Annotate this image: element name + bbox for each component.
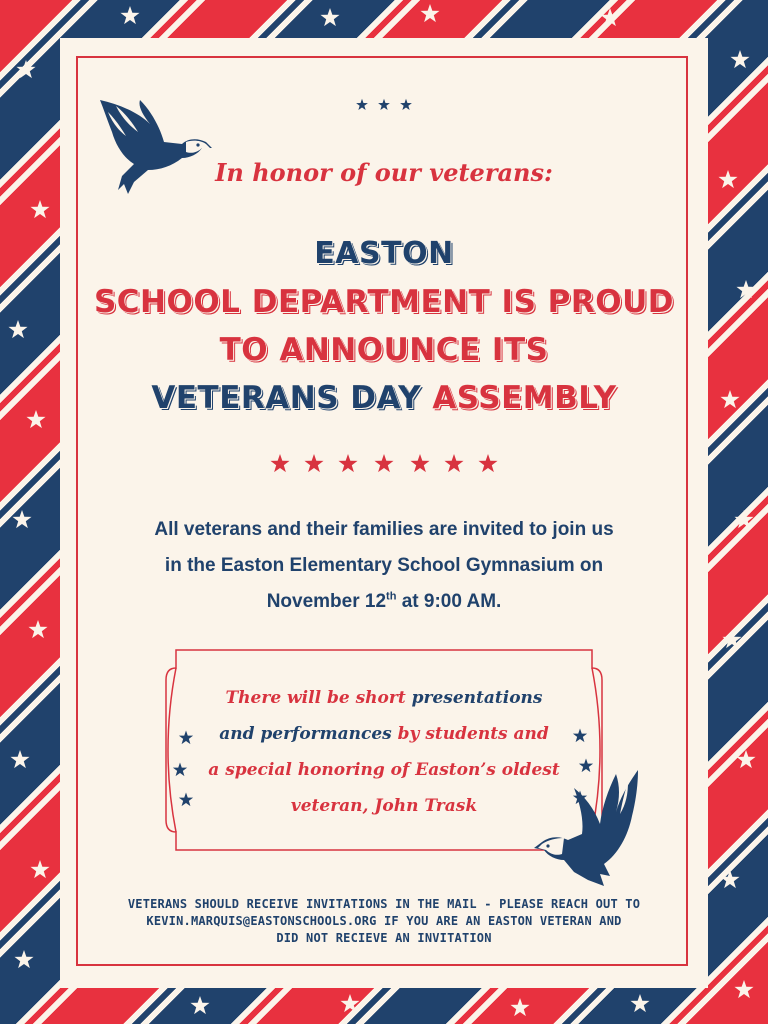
program-line-3: a special honoring of Easton’s oldest	[208, 760, 560, 780]
star-icon	[120, 6, 139, 24]
headline-easton: EASTON	[314, 236, 454, 271]
star-icon	[478, 454, 497, 472]
star-icon	[722, 630, 741, 648]
star-icon	[10, 750, 29, 768]
star-icon	[304, 454, 323, 472]
program-text-blue: and performances	[219, 724, 392, 744]
star-icon	[734, 510, 753, 528]
star-icon	[173, 763, 187, 777]
star-icon	[630, 994, 649, 1012]
headline-school-department: SCHOOL DEPARTMENT IS PROUD	[93, 284, 675, 320]
star-icon	[356, 99, 368, 110]
honor-heading: In honor of our veterans:	[215, 158, 553, 187]
star-icon	[420, 4, 439, 22]
star-icon	[736, 750, 755, 768]
star-icon	[734, 980, 753, 998]
announcement-headline	[0, 230, 768, 422]
invitation-line-2: in the Easton Elementary School Gymnasium on	[164, 555, 604, 576]
star-icon	[30, 200, 49, 218]
invitation-line-1: All veterans and their families are invited to join us	[154, 519, 614, 540]
star-icon	[444, 454, 463, 472]
star-icon	[270, 454, 289, 472]
headline-announce: TO ANNOUNCE ITS	[219, 332, 549, 368]
three-stars-decoration	[352, 96, 416, 114]
headline-assembly-line	[0, 374, 768, 422]
star-icon	[378, 99, 390, 110]
eagle-icon	[508, 768, 642, 890]
star-icon	[320, 8, 339, 26]
footer-notice	[100, 896, 668, 947]
program-text-blue: presentations	[411, 688, 543, 708]
program-text-red: There will be short	[225, 688, 406, 708]
star-icon	[573, 729, 587, 743]
star-icon	[12, 510, 31, 528]
star-icon	[400, 99, 412, 110]
star-icon	[720, 870, 739, 888]
invitation-text	[100, 512, 668, 620]
program-line-2	[196, 716, 572, 752]
date-ordinal: th	[386, 590, 397, 603]
star-icon	[16, 60, 35, 78]
star-icon	[410, 454, 429, 472]
footer-line-2: KEVIN.MARQUIS@EASTONSCHOOLS.ORG IF YOU ARE AN EASTON VETERAN AND	[146, 914, 622, 928]
star-icon	[510, 998, 529, 1016]
event-date: November 12	[266, 591, 387, 612]
star-icon	[374, 454, 393, 472]
headline-veterans-day: VETERANS DAY	[151, 380, 422, 416]
footer-line-3: DID NOT RECIEVE AN INVITATION	[276, 931, 492, 945]
headline-assembly: ASSEMBLY	[432, 380, 617, 416]
star-icon	[179, 731, 193, 745]
star-icon	[600, 8, 619, 26]
star-icon	[179, 793, 193, 807]
star-icon	[190, 996, 209, 1014]
star-icon	[338, 454, 357, 472]
star-icon	[730, 50, 749, 68]
star-icon	[30, 860, 49, 878]
footer-line-1: VETERANS SHOULD RECEIVE INVITATIONS IN THE MAIL - PLEASE REACH OUT TO	[127, 897, 641, 911]
program-line-4: veteran, John Trask	[290, 796, 478, 816]
star-icon	[28, 620, 47, 638]
star-icon	[340, 994, 359, 1012]
event-time: at 9:00 AM.	[396, 591, 502, 612]
red-stars-divider	[266, 452, 502, 476]
program-line-1	[196, 680, 572, 716]
invitation-date-line	[100, 584, 668, 620]
program-text-red: by students and	[397, 724, 549, 744]
star-icon	[14, 950, 33, 968]
